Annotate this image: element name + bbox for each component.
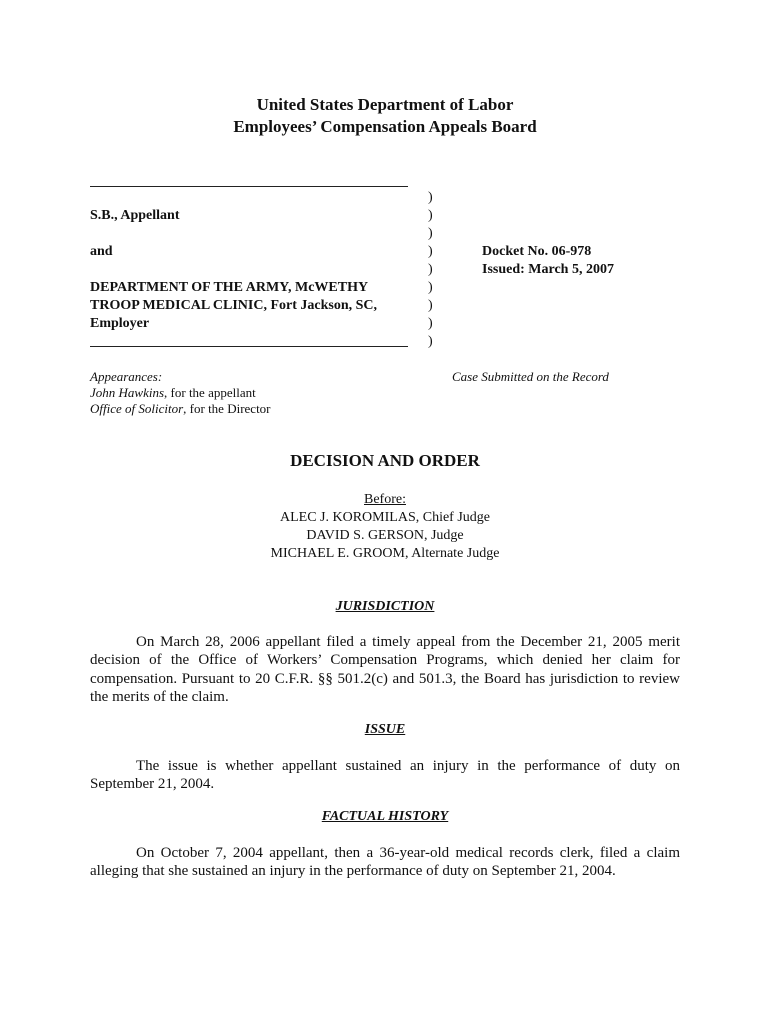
before-label: Before: [364, 492, 406, 507]
judge-2: DAVID S. GERSON, Judge [306, 528, 464, 543]
caption-paren: ) [428, 190, 433, 205]
appearance-appellant [90, 384, 256, 401]
issue-paragraph [90, 757, 680, 794]
employer-line-1: DEPARTMENT OF THE ARMY, McWETHY [90, 280, 369, 295]
director-representative-role: , for the Director [183, 401, 271, 416]
director-representative: Office of Solicitor [90, 401, 184, 416]
employer-line-3: Employer [90, 316, 150, 331]
caption-paren: ) [428, 262, 433, 277]
issued-date: Issued: March 5, 2007 [482, 262, 614, 277]
caption-top-rule [90, 186, 408, 187]
caption-paren: ) [428, 334, 433, 349]
judge-3: MICHAEL E. GROOM, Alternate Judge [270, 546, 500, 561]
appellant-name: S.B., Appellant [90, 208, 180, 223]
jurisdiction-paragraph [90, 633, 680, 707]
judge-1: ALEC J. KOROMILAS, Chief Judge [280, 510, 490, 525]
agency-title: United States Department of Labor [256, 95, 514, 114]
appellant-representative: John Hawkins [90, 385, 165, 400]
caption-and: and [90, 244, 113, 259]
issue-heading: ISSUE [364, 722, 406, 737]
caption-paren: ) [428, 280, 433, 295]
caption-bottom-rule [90, 346, 408, 347]
factual-history-text: On October 7, 2004 appellant, then a 36-year-old medical records clerk, filed a claim alleging that she sustained an injury in the performance of duty on September 21, 2004. [90, 845, 680, 880]
issue-text: The issue is whether appellant sustained an injury in the performance of duty on September 21, 2004. [90, 758, 680, 793]
case-submitted-note: Case Submitted on the Record [452, 369, 609, 384]
factual-history-heading: FACTUAL HISTORY [321, 809, 449, 824]
docket-number: Docket No. 06-978 [482, 244, 592, 259]
caption-paren: ) [428, 226, 433, 241]
board-title: Employees’ Compensation Appeals Board [233, 117, 537, 136]
jurisdiction-text: On March 28, 2006 appellant filed a timely appeal from the December 21, 2005 merit decision of the Office of Workers’ Compensation Programs, which denied her claim for compensation. Pursuant to 20 C.F.R. §§ 501.2(c) and 501.3, the Board has jurisdiction to review the merits of the claim. [90, 634, 680, 706]
employer-line-2: TROOP MEDICAL CLINIC, Fort Jackson, SC, [90, 298, 378, 313]
decision-title: DECISION AND ORDER [290, 451, 480, 470]
caption-paren: ) [428, 298, 433, 313]
factual-history-paragraph [90, 844, 680, 881]
caption-paren: ) [428, 316, 433, 331]
appearances-label: Appearances: [90, 369, 163, 384]
appellant-representative-role: , for the appellant [164, 385, 256, 400]
appearance-director [90, 400, 271, 417]
caption-paren: ) [428, 244, 433, 259]
caption-paren: ) [428, 208, 433, 223]
jurisdiction-heading: JURISDICTION [335, 599, 435, 614]
